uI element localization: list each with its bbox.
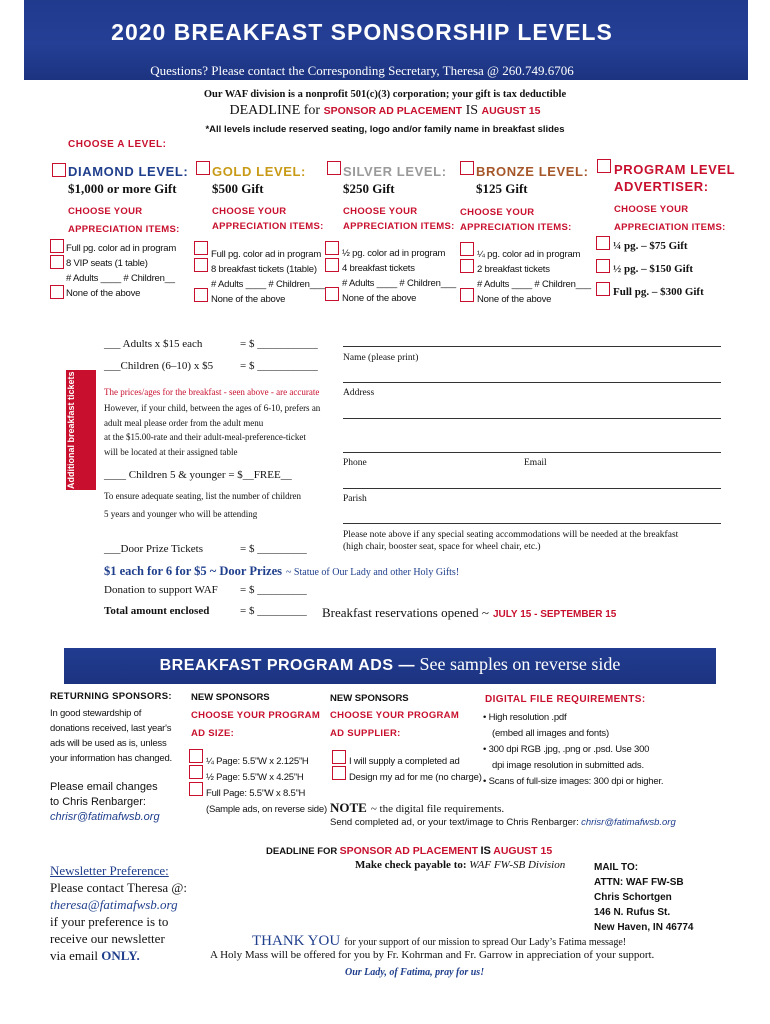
gold-gift: $500 Gift bbox=[212, 181, 264, 196]
gold-level-title: GOLD LEVEL: bbox=[212, 164, 306, 179]
returning-line: your information has changed. bbox=[50, 753, 173, 764]
choose-line1: CHOOSE YOUR bbox=[212, 206, 287, 217]
payable-line bbox=[355, 859, 565, 871]
donation-amount[interactable]: = $ _________ bbox=[240, 584, 307, 596]
address-field-line[interactable] bbox=[343, 382, 721, 383]
silver-level-title: SILVER LEVEL: bbox=[343, 164, 447, 179]
choose-line1: CHOOSE YOUR PROGRAM bbox=[191, 710, 321, 721]
reservations-dates: JULY 15 - SEPTEMBER 15 bbox=[492, 609, 617, 620]
program-item-3: Full pg. – $300 Gift bbox=[613, 286, 704, 298]
newsletter-line: receive our newsletter bbox=[50, 931, 165, 946]
note-digital bbox=[330, 799, 504, 817]
program-item-1: ¼ pg. – $75 Gift bbox=[613, 240, 688, 252]
digital-bullet-text: Scans of full-size images: 300 dpi or higher. bbox=[488, 776, 664, 787]
under5-note bbox=[104, 487, 301, 523]
footer-deadline bbox=[266, 845, 552, 857]
footer-deadline-date: AUGUST 15 bbox=[493, 845, 553, 857]
bronze-item-2: 2 breakfast tickets bbox=[477, 264, 550, 275]
seating-field-line[interactable] bbox=[343, 523, 721, 524]
choose-line1: CHOOSE YOUR bbox=[343, 206, 418, 217]
new-size-title: NEW SPONSORS bbox=[191, 692, 270, 703]
parish-label: Parish bbox=[343, 494, 367, 504]
gold-item-checkbox[interactable] bbox=[194, 258, 208, 272]
choose-line1: CHOOSE YOUR bbox=[460, 207, 535, 218]
all-levels-note: *All levels include reserved seating, logo and/or family name in breakfast slides bbox=[205, 124, 565, 135]
prices-accurate-note: The prices/ages for the breakfast - seen above - are accurate bbox=[104, 387, 320, 397]
deadline-prefix: DEADLINE for bbox=[229, 103, 321, 118]
newsletter-only: ONLY. bbox=[101, 948, 140, 963]
children-under5-line[interactable]: ____ Children 5 & younger = $__FREE__ bbox=[104, 469, 292, 481]
reservations-line bbox=[322, 604, 616, 622]
full-page-checkbox[interactable] bbox=[189, 782, 203, 796]
theresa-email-link[interactable]: theresa@fatimafwsb.org bbox=[50, 897, 178, 912]
note-line: adult meal please order from the adult menu bbox=[104, 417, 264, 428]
silver-item-1: ½ pg. color ad in program bbox=[342, 248, 446, 259]
reservations-text: Breakfast reservations opened ~ bbox=[322, 605, 489, 620]
digital-bullet-cont: (embed all images and fonts) bbox=[492, 728, 609, 739]
choose-line2: APPRECIATION ITEMS: bbox=[460, 222, 572, 233]
silver-item-3: # Adults ____ # Children___ bbox=[342, 278, 456, 289]
gold-none-checkbox[interactable] bbox=[194, 288, 208, 302]
ad-supplier-option: I will supply a completed ad bbox=[349, 756, 460, 767]
diamond-choose bbox=[68, 204, 180, 237]
program-title-line2: ADVERTISER: bbox=[614, 179, 709, 194]
silver-item-checkbox[interactable] bbox=[325, 258, 339, 272]
email-note-line: to Chris Renbarger: bbox=[50, 796, 146, 808]
prayer-line: Our Lady, of Fatima, pray for us! bbox=[345, 967, 485, 978]
newsletter-via: via email bbox=[50, 948, 99, 963]
new-supplier-choose bbox=[330, 707, 459, 743]
newsletter-title: Newsletter Preference: bbox=[50, 863, 169, 878]
note-line: (high chair, booster seat, space for wheel chair, etc.) bbox=[343, 542, 541, 552]
diamond-item-checkbox[interactable] bbox=[50, 255, 64, 269]
footer-deadline-is: IS bbox=[480, 845, 491, 857]
footer-deadline-prefix: DEADLINE FOR bbox=[266, 846, 338, 857]
note-line: 5 years and younger who will be attending bbox=[104, 509, 258, 519]
diamond-item-1: Full pg. color ad in program bbox=[66, 243, 177, 254]
returning-email-note bbox=[50, 780, 160, 825]
bronze-item-checkbox[interactable] bbox=[460, 259, 474, 273]
returning-line: ads will be used as is, unless bbox=[50, 738, 167, 749]
program-full-checkbox[interactable] bbox=[596, 282, 610, 296]
ads-title-bold: BREAKFAST PROGRAM ADS — bbox=[159, 657, 415, 674]
door-gifts-text: ~ Statue of Our Lady and other Holy Gifts! bbox=[286, 567, 460, 578]
diamond-items bbox=[66, 241, 176, 301]
bronze-none-checkbox[interactable] bbox=[460, 288, 474, 302]
mail-line: New Haven, IN 46774 bbox=[594, 922, 694, 933]
header-subtitle: Questions? Please contact the Corresponding Secretary, Theresa @ 260.749.6706 bbox=[150, 63, 574, 78]
door-prize-offer bbox=[104, 562, 459, 580]
silver-gift: $250 Gift bbox=[343, 181, 395, 196]
gold-item-3: # Adults ____ # Children___ bbox=[211, 279, 325, 290]
deadline-highlight: SPONSOR AD PLACEMENT bbox=[323, 105, 463, 117]
diamond-level-title: DIAMOND LEVEL: bbox=[68, 164, 189, 179]
diamond-none-checkbox[interactable] bbox=[50, 285, 64, 299]
email-label: Email bbox=[524, 458, 547, 468]
footer-deadline-red: SPONSOR AD PLACEMENT bbox=[339, 845, 479, 857]
mail-line: 146 N. Rufus St. bbox=[594, 907, 671, 918]
choose-line2: APPRECIATION ITEMS: bbox=[212, 221, 324, 232]
gold-items bbox=[211, 247, 325, 307]
chris-email-link[interactable]: chrisr@fatimafwsb.org bbox=[50, 811, 160, 823]
returning-line: donations received, last year's bbox=[50, 723, 172, 734]
ad-size-option: ½ Page: 5.5”W x 4.25”H bbox=[206, 772, 304, 783]
new-supplier-title: NEW SPONSORS bbox=[330, 693, 409, 704]
newsletter-line bbox=[50, 947, 187, 964]
mail-to-label: MAIL TO: bbox=[594, 862, 639, 873]
parish-field-line[interactable] bbox=[343, 488, 721, 489]
gold-item-4: None of the above bbox=[211, 294, 286, 305]
diamond-item-4: None of the above bbox=[66, 288, 141, 299]
ad-size-option: Full Page: 5.5”W x 8.5”H bbox=[206, 788, 306, 799]
choose-level-label: CHOOSE A LEVEL: bbox=[68, 139, 167, 150]
choose-line2: APPRECIATION ITEMS: bbox=[343, 221, 455, 232]
mail-line: Chris Schortgen bbox=[594, 892, 672, 903]
program-title-line1: PROGRAM LEVEL bbox=[614, 162, 736, 177]
digital-bullet-cont: dpi image resolution in submitted ads. bbox=[492, 760, 644, 771]
children-amount[interactable]: = $ ___________ bbox=[240, 360, 318, 372]
digital-bullet: • High resolution .pdf bbox=[483, 712, 567, 723]
gold-item-2: 8 breakfast tickets (1table) bbox=[211, 264, 317, 275]
send-text: Send completed ad, or your text/image to Chris Renbarger: bbox=[330, 817, 579, 828]
diamond-gift: $1,000 or more Gift bbox=[68, 181, 177, 196]
deadline-line bbox=[0, 103, 770, 119]
address-label: Address bbox=[343, 388, 375, 398]
bronze-item-1: ¼ pg. color ad in program bbox=[477, 249, 581, 260]
payable-label: Make check payable to: bbox=[355, 859, 467, 871]
deadline-date: AUGUST 15 bbox=[481, 105, 541, 117]
program-half-checkbox[interactable] bbox=[596, 259, 610, 273]
returning-line: In good stewardship of bbox=[50, 708, 142, 719]
donation-line: Donation to support WAF bbox=[104, 584, 218, 596]
deadline-is: IS bbox=[465, 103, 479, 118]
choose-line1: CHOOSE YOUR bbox=[614, 204, 689, 215]
diamond-checkbox[interactable] bbox=[52, 163, 66, 177]
ad-size-options bbox=[206, 754, 327, 818]
seating-note bbox=[343, 529, 678, 553]
digital-bullet: • 300 dpi RGB .jpg, .png or .psd. Use 300 bbox=[483, 744, 650, 755]
note-line: To ensure adequate seating, list the number of children bbox=[104, 491, 302, 501]
new-size-choose bbox=[191, 707, 320, 743]
half-page-checkbox[interactable] bbox=[189, 765, 203, 779]
note-line: at the $15.00-rate and their adult-meal-preference-ticket bbox=[104, 432, 306, 442]
bronze-item-checkbox[interactable] bbox=[460, 242, 474, 256]
gold-item-checkbox[interactable] bbox=[194, 241, 208, 255]
choose-line2: APPRECIATION ITEMS: bbox=[614, 222, 726, 233]
phone-label: Phone bbox=[343, 458, 367, 468]
quarter-page-checkbox[interactable] bbox=[189, 749, 203, 763]
payable-to: WAF FW-SB Division bbox=[469, 859, 566, 871]
gold-choose bbox=[212, 204, 324, 234]
choose-line1: CHOOSE YOUR PROGRAM bbox=[330, 710, 460, 721]
total-line: Total amount enclosed bbox=[104, 605, 210, 617]
ad-supplier-option: Design my ad for me (no charge) bbox=[349, 772, 482, 783]
digital-bullet: • Scans of full-size images: 300 dpi or higher. bbox=[483, 776, 664, 787]
diamond-item-3: # Adults ____ # Children__ bbox=[66, 273, 175, 284]
door-offer-text: $1 each for 6 for $5 ~ Door Prizes bbox=[104, 564, 282, 578]
nonprofit-statement: Our WAF division is a nonprofit 501(c)(3) corporation; your gift is tax deductible bbox=[203, 89, 567, 100]
thank-you-rest: for your support of our mission to spread Our Lady’s Fatima message! bbox=[344, 937, 627, 948]
design-ad-checkbox[interactable] bbox=[332, 766, 346, 780]
ad-size-note: (Sample ads, on reverse side) bbox=[206, 804, 327, 815]
program-item-2: ½ pg. – $150 Gift bbox=[613, 263, 694, 275]
adults-amount[interactable]: = $ ___________ bbox=[240, 338, 318, 350]
silver-items bbox=[342, 246, 456, 306]
ad-size-option: ¼ Page: 5.5”W x 2.125”H bbox=[206, 756, 309, 767]
silver-item-2: 4 breakfast tickets bbox=[342, 263, 415, 274]
additional-tickets-label: Additional breakfast tickets bbox=[66, 371, 76, 489]
digital-requirements bbox=[483, 710, 663, 790]
diamond-item-checkbox[interactable] bbox=[50, 239, 64, 253]
children-line: ___Children (6–10) x $5 bbox=[104, 360, 214, 372]
gold-item-1: Full pg. color ad in program bbox=[211, 249, 322, 260]
ads-title-rest: See samples on reverse side bbox=[419, 654, 621, 674]
bronze-level-title: BRONZE LEVEL: bbox=[476, 164, 589, 179]
program-checkbox[interactable] bbox=[597, 159, 611, 173]
name-label: Name (please print) bbox=[343, 353, 419, 363]
silver-choose bbox=[343, 204, 455, 234]
gold-checkbox[interactable] bbox=[196, 161, 210, 175]
mail-line: ATTN: WAF FW-SB bbox=[594, 877, 684, 888]
bronze-choose bbox=[460, 205, 572, 235]
diamond-item-2: 8 VIP seats (1 table) bbox=[66, 258, 148, 269]
newsletter-line: Please contact Theresa @: bbox=[50, 880, 187, 895]
bronze-gift: $125 Gift bbox=[476, 181, 528, 196]
choose-line2: APPRECIATION ITEMS: bbox=[68, 224, 180, 235]
choose-line1: CHOOSE YOUR bbox=[68, 206, 143, 217]
thank-you-text: THANK YOU bbox=[252, 933, 341, 949]
child-meal-note bbox=[104, 401, 320, 459]
choose-line2: AD SIZE: bbox=[191, 728, 235, 739]
door-prize-line: ___Door Prize Tickets bbox=[104, 543, 203, 555]
mailing-address bbox=[594, 860, 694, 935]
program-quarter-checkbox[interactable] bbox=[596, 236, 610, 250]
bronze-checkbox[interactable] bbox=[460, 161, 474, 175]
thank-you-line bbox=[252, 932, 626, 950]
holy-mass-line: A Holy Mass will be offered for you by Fr. Kohrman and Fr. Garrow in appreciation of your support. bbox=[210, 949, 655, 961]
page-title: 2020 BREAKFAST SPONSORSHIP LEVELS bbox=[111, 19, 613, 45]
note-rest: ~ the digital file requirements. bbox=[370, 803, 505, 815]
email-note-line: Please email changes bbox=[50, 781, 158, 793]
door-prize-amount[interactable]: = $ _________ bbox=[240, 543, 307, 555]
returning-text bbox=[50, 706, 172, 766]
silver-none-checkbox[interactable] bbox=[325, 287, 339, 301]
supply-ad-checkbox[interactable] bbox=[332, 750, 346, 764]
digital-title: DIGITAL FILE REQUIREMENTS: bbox=[485, 694, 646, 705]
digital-bullet-text: 300 dpi RGB .jpg, .png or .psd. Use 300 bbox=[488, 744, 650, 755]
bronze-items bbox=[477, 247, 591, 307]
choose-line2: AD SUPPLIER: bbox=[330, 728, 401, 739]
send-email-link[interactable]: chrisr@fatimafwsb.org bbox=[581, 817, 676, 828]
digital-bullet-text: High resolution .pdf bbox=[488, 712, 567, 723]
total-amount[interactable]: = $ _________ bbox=[240, 605, 307, 617]
silver-item-checkbox[interactable] bbox=[325, 241, 339, 255]
newsletter-box bbox=[50, 862, 187, 964]
silver-checkbox[interactable] bbox=[327, 161, 341, 175]
note-line: Please note above if any special seating accommodations will be needed at the breakfast bbox=[343, 530, 679, 540]
send-ad-line bbox=[330, 817, 676, 828]
program-level-title bbox=[614, 161, 735, 195]
returning-title: RETURNING SPONSORS: bbox=[50, 691, 172, 702]
silver-item-4: None of the above bbox=[342, 293, 417, 304]
program-ads-title bbox=[64, 654, 716, 675]
newsletter-line: if your preference is to bbox=[50, 914, 169, 929]
name-field-line[interactable] bbox=[343, 346, 721, 347]
adults-line: ___ Adults x $15 each bbox=[104, 338, 203, 350]
ad-supplier-options bbox=[349, 754, 482, 786]
program-choose bbox=[614, 202, 726, 235]
address-field-line-2[interactable] bbox=[343, 418, 721, 419]
bronze-item-3: # Adults ____ # Children___ bbox=[477, 279, 591, 290]
note-line: However, if your child, between the ages of 6-10, prefers an bbox=[104, 403, 321, 413]
note-label: NOTE bbox=[330, 800, 367, 815]
phone-email-line[interactable] bbox=[343, 452, 721, 453]
note-line: will be located at their assigned table bbox=[104, 446, 238, 457]
bronze-item-4: None of the above bbox=[477, 294, 552, 305]
